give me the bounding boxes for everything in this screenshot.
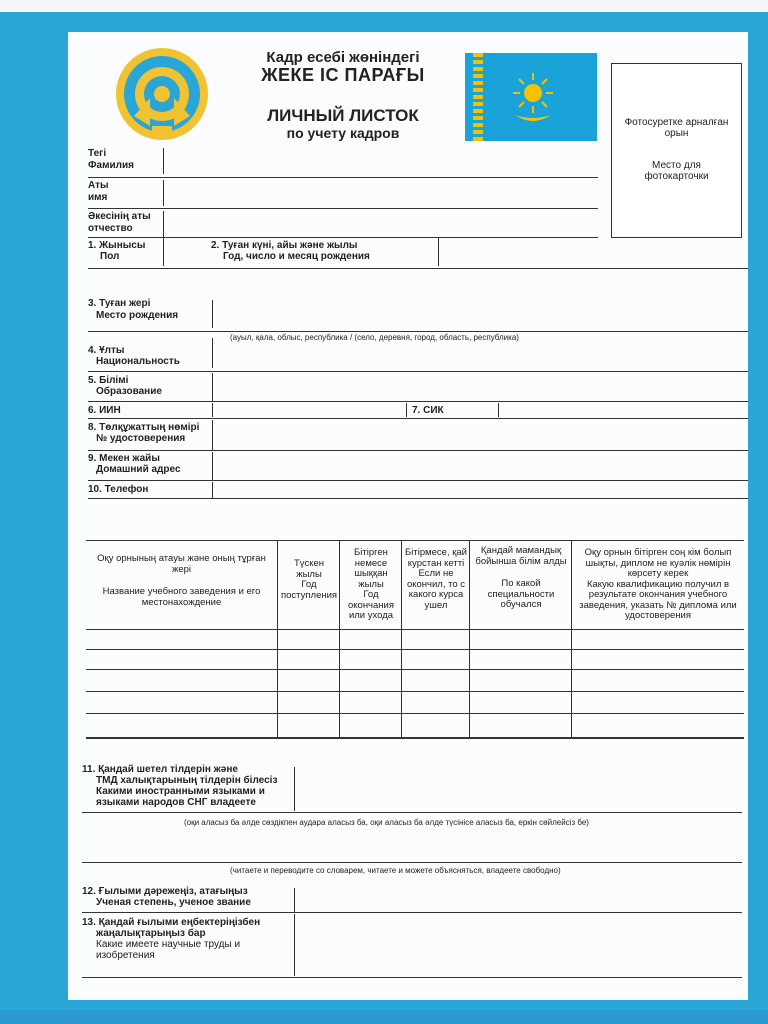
photo-label-ru: Место для фотокарточки	[644, 160, 709, 182]
languages-line-1	[82, 812, 742, 813]
surname-label-ru: Фамилия	[88, 160, 134, 171]
languages-field[interactable]	[296, 767, 742, 811]
title-line-2: ЖЕКЕ ІС ПАРАҒЫ	[261, 65, 425, 85]
birthplace-label-kz: 3. Туған жері	[88, 298, 151, 309]
works-field[interactable]	[296, 914, 742, 976]
education-field[interactable]	[214, 373, 744, 400]
phone-field[interactable]	[214, 482, 744, 497]
gender-divider	[163, 238, 164, 266]
languages-label-ru-1: Какими иностранными языками и	[96, 786, 265, 797]
languages-label-ru-2: языками народов СНГ владеете	[96, 797, 256, 808]
works-line	[82, 977, 742, 978]
name-field[interactable]	[165, 180, 595, 207]
education-label-kz: 5. Білімі	[88, 375, 129, 386]
edu-header-entry-year: Түскен жылы Год поступления	[281, 558, 338, 601]
works-label-kz-1: 13. Қандай ғылыми еңбектеріңізбен	[82, 917, 261, 928]
works-label-ru-2: изобретения	[96, 950, 155, 961]
nationality-label-ru: Национальность	[96, 356, 180, 367]
nationality-label-kz: 4. Ұлты	[88, 345, 125, 356]
birthplace-note: (ауыл, қала, облыс, республика / (село, деревня, город, область, республика)	[230, 333, 519, 342]
gender-line	[88, 268, 748, 269]
id-label-ru: № удостоверения	[96, 433, 186, 444]
id-line	[88, 450, 748, 451]
address-label-kz: 9. Мекен жайы	[88, 453, 160, 464]
nationality-field[interactable]	[214, 342, 744, 370]
iin-label: 6. ИИН	[88, 405, 121, 416]
address-label-ru: Домашний адрес	[96, 464, 181, 475]
patronymic-label-kz: Әкесінің аты	[88, 211, 151, 222]
photo-label-kz: Фотосуретке арналған орын	[624, 117, 729, 139]
degree-label-kz: 12. Ғылыми дәрежеңіз, атағыңыз	[82, 886, 248, 897]
sik-divider-right	[498, 403, 499, 417]
address-field[interactable]	[214, 452, 744, 479]
iin-divider	[212, 403, 213, 417]
scan-top-border	[0, 0, 768, 12]
flag-ornament	[473, 53, 483, 141]
edu-header-end-year: Бітірген немесе шыққан жылы Год окончания или ухода	[347, 547, 394, 621]
address-line	[88, 480, 748, 481]
education-table	[86, 540, 744, 738]
birthplace-field[interactable]	[214, 298, 744, 330]
patronymic-label-ru: отчество	[88, 223, 133, 234]
iin-line	[88, 418, 748, 419]
name-line	[88, 208, 598, 209]
surname-divider	[163, 148, 164, 174]
id-label-kz: 8. Төлқұжаттың нөмірі	[88, 422, 200, 433]
edu-header-institution: Оқу орнының атауы және оның тұрған жері Название учебного заведения и его местонахождение	[97, 553, 266, 608]
degree-line	[82, 912, 742, 913]
sik-label: 7. СИК	[412, 405, 444, 416]
id-field[interactable]	[214, 420, 744, 449]
degree-divider	[294, 888, 295, 912]
languages-note-ru: (читаете и переводите со словарем, читаете и можете объясняться, владеете свободно)	[230, 866, 561, 875]
surname-line	[88, 177, 598, 178]
languages-divider	[294, 767, 295, 811]
works-label-kz-2: жаңалықтарыңыз бар	[96, 928, 206, 939]
name-divider	[163, 180, 164, 206]
sik-field[interactable]	[500, 403, 744, 417]
degree-field[interactable]	[296, 886, 742, 911]
languages-note-kz: (оқи аласыз ба әлде сөздікпен аудара аласыз ба, оқи аласыз ба әлде түсінісе аласыз ба, еркін сөйлейсіз бе)	[184, 818, 589, 827]
address-divider	[212, 452, 213, 480]
edu-header-specialty: Қандай мамандық бойынша білім алды По какой специальности обучался	[475, 545, 567, 610]
kazakhstan-emblem-icon	[114, 46, 210, 142]
table-row[interactable]	[86, 692, 744, 713]
languages-label-kz-2: ТМД халықтарының тілдерін білесіз	[96, 775, 278, 786]
languages-label-kz-1: 11. Қандай шетел тілдерін және	[82, 764, 238, 775]
languages-field-2[interactable]	[82, 832, 742, 861]
gender-label-ru: Пол	[100, 251, 120, 262]
birthdate-field[interactable]	[440, 239, 740, 267]
education-line	[88, 401, 748, 402]
birthdate-label-kz: 2. Туған күні, айы және жылы	[211, 240, 358, 251]
education-divider	[212, 373, 213, 401]
table-row[interactable]	[86, 650, 744, 669]
sik-divider-left	[406, 403, 407, 417]
title-line-1: Кадр есебі жөніндегі	[266, 49, 420, 66]
name-label-ru: имя	[88, 192, 108, 203]
phone-divider	[212, 482, 213, 498]
patronymic-line	[88, 237, 598, 238]
surname-field[interactable]	[165, 148, 595, 176]
table-row[interactable]	[86, 714, 744, 736]
birthplace-label-ru: Место рождения	[96, 310, 179, 321]
gender-label-kz: 1. Жынысы	[88, 240, 146, 251]
id-divider	[212, 420, 213, 450]
iin-field[interactable]	[214, 403, 404, 417]
phone-label: 10. Телефон	[88, 484, 149, 495]
languages-line-2	[82, 862, 742, 863]
surname-label-kz: Тегі	[88, 148, 107, 159]
scan-bottom-border	[0, 1010, 768, 1024]
edu-header-left-course: Бітірмесе, қай курстан кетті Если не окончил, то с какого курса ушел	[405, 547, 467, 611]
table-row[interactable]	[86, 670, 744, 691]
birthplace-line	[88, 331, 748, 332]
birthdate-label-ru: Год, число и месяц рождения	[223, 251, 370, 262]
personal-record-form	[68, 32, 748, 1000]
photo-placeholder[interactable]	[611, 63, 742, 238]
kazakhstan-flag-icon	[465, 53, 597, 141]
education-label-ru: Образование	[96, 386, 162, 397]
nationality-line	[88, 371, 748, 372]
title-line-3: ЛИЧНЫЙ ЛИСТОК	[267, 106, 419, 125]
phone-line	[88, 498, 748, 499]
patronymic-field[interactable]	[165, 211, 595, 236]
nationality-divider	[212, 338, 213, 368]
works-divider	[294, 914, 295, 976]
birthdate-divider	[438, 238, 439, 266]
table-row[interactable]	[86, 630, 744, 649]
name-label-kz: Аты	[88, 180, 109, 191]
title-line-4: по учету кадров	[286, 125, 400, 141]
birthplace-divider	[212, 300, 213, 328]
works-label-ru-1: Какие имеете научные труды и	[96, 939, 241, 950]
patronymic-divider	[163, 211, 164, 237]
degree-label-ru: Ученая степень, ученое звание	[96, 897, 251, 908]
edu-header-qualification: Оқу орнын бітірген соң кім болып шықты, диплом не куәлік нөмірін көрсету керек Какую квалификацию получил в результате окончания учебного заведения, указать № диплома или удостоверения	[579, 547, 737, 621]
